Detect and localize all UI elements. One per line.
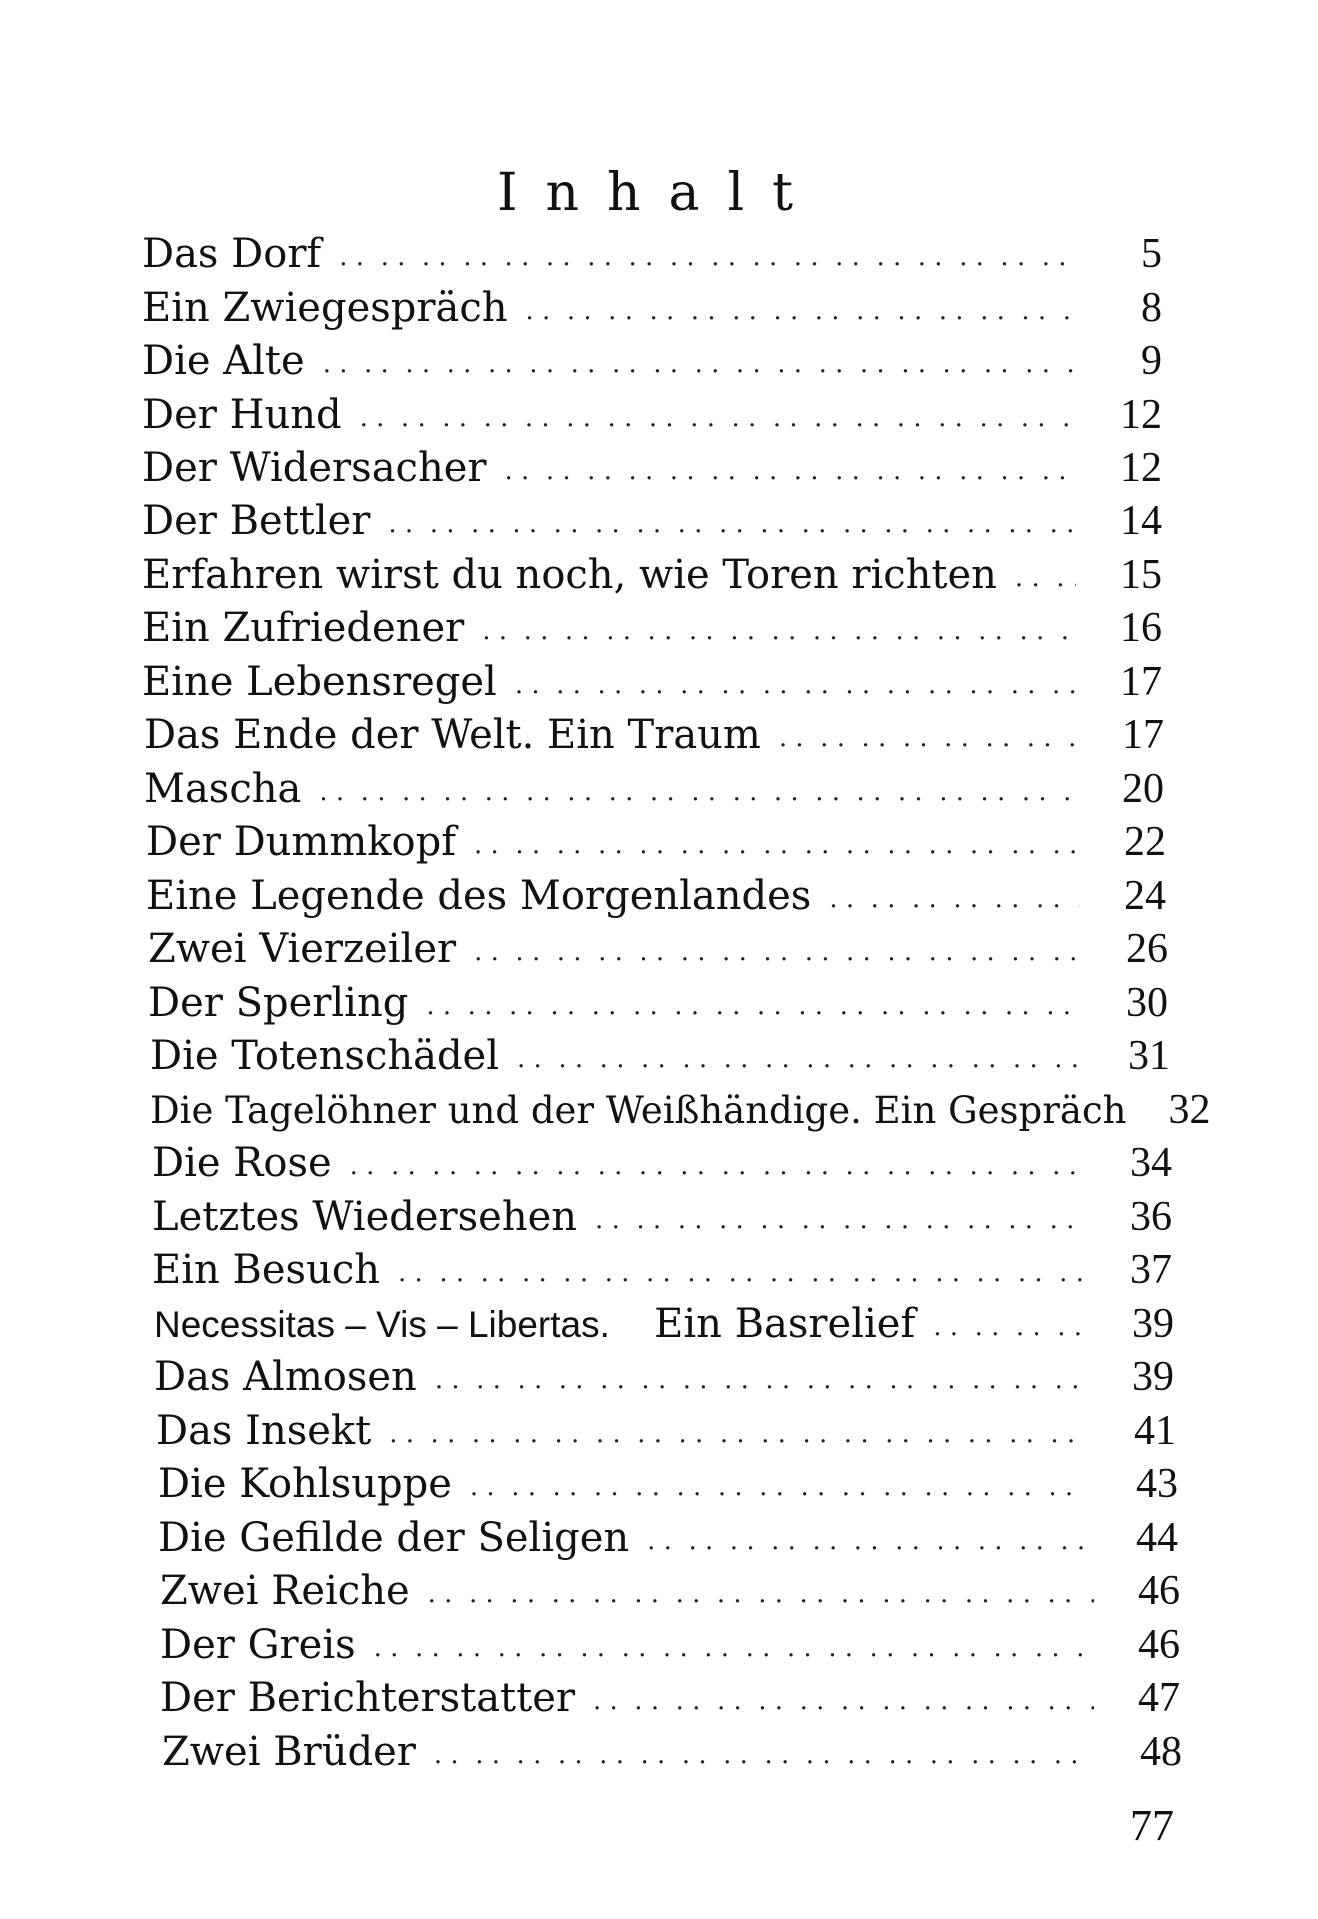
dot-leader xyxy=(323,338,1076,390)
toc-entry-title: Ein Zufriedener xyxy=(142,605,465,651)
toc-entry xyxy=(146,816,1166,868)
toc-entry xyxy=(154,1298,1174,1350)
dot-leader xyxy=(435,1354,1088,1406)
toc-entry-title: Der Dummkopf xyxy=(146,819,456,865)
toc-entry-title: Die Kohlsuppe xyxy=(158,1461,452,1507)
page-title: Inhalt xyxy=(496,162,822,223)
toc-entry xyxy=(146,870,1166,922)
toc-entry-page: 5 xyxy=(1141,231,1162,277)
toc-entry-page: 48 xyxy=(1140,1729,1182,1775)
toc-entry-page: 9 xyxy=(1141,338,1162,384)
toc-entry-title: Der Sperling xyxy=(148,980,409,1026)
toc-entry-title: Der Hund xyxy=(142,392,342,438)
toc-entry xyxy=(142,282,1162,334)
toc-entry-page: 15 xyxy=(1120,552,1162,598)
toc-entry xyxy=(160,1619,1180,1671)
toc-entry-page: 46 xyxy=(1138,1622,1180,1668)
toc-entry-page: 32 xyxy=(1168,1087,1211,1133)
toc-entry-title: Ein Zwiegespräch xyxy=(142,285,508,331)
toc-entry-page: 12 xyxy=(1120,445,1162,491)
toc-entry-title: Erfahren wirst du noch, wie Toren richten xyxy=(142,552,997,598)
toc-entry-page: 41 xyxy=(1134,1408,1176,1454)
toc-entry xyxy=(150,1084,1211,1136)
toc-entry xyxy=(150,1030,1170,1082)
toc-entry-page: 34 xyxy=(1130,1140,1172,1186)
toc-entry xyxy=(142,335,1162,387)
toc-entry-title: Die Tagelöhner und der Weißhändige. Ein Gespräch xyxy=(150,1089,1127,1132)
toc-entry-page: 14 xyxy=(1120,498,1162,544)
toc-entry xyxy=(142,656,1162,708)
dot-leader xyxy=(933,1301,1088,1353)
toc-entry xyxy=(148,977,1168,1029)
toc-entry-title: Das Ende der Welt. Ein Traum xyxy=(144,712,761,758)
toc-entry-title: Der Bettler xyxy=(142,498,371,544)
dot-leader xyxy=(428,1568,1094,1620)
toc-entry-title-latin: Necessitas – Vis – Libertas. xyxy=(154,1304,610,1345)
toc-entry-page: 37 xyxy=(1130,1247,1172,1293)
dot-leader xyxy=(319,766,1078,818)
toc-entry xyxy=(154,1351,1174,1403)
toc-entry-title-suffix: Ein Basrelief xyxy=(654,1301,916,1347)
dot-leader xyxy=(517,1033,1084,1085)
toc-entry-page: 39 xyxy=(1132,1301,1174,1347)
toc-entry xyxy=(152,1244,1172,1296)
toc-entry-title: Zwei Vierzeiler xyxy=(148,926,457,972)
toc-entry-page: 46 xyxy=(1138,1568,1180,1614)
toc-entry-title: Zwei Reiche xyxy=(160,1568,410,1614)
toc-entry-page: 12 xyxy=(1120,392,1162,438)
toc-entry-title: Die Gefilde der Seligen xyxy=(158,1515,630,1561)
dot-leader xyxy=(526,285,1076,337)
toc-entry xyxy=(144,763,1164,815)
dot-leader xyxy=(474,926,1082,978)
toc-entry-page: 22 xyxy=(1124,819,1166,865)
toc-entry-title: Zwei Brüder xyxy=(162,1729,416,1775)
toc-entry-title: Der Berichterstatter xyxy=(160,1675,575,1721)
dot-leader xyxy=(398,1247,1086,1299)
toc-entry-page: 17 xyxy=(1120,659,1162,705)
toc-entry-page: 44 xyxy=(1136,1515,1178,1561)
dot-leader xyxy=(374,1622,1094,1674)
toc-entry-page: 20 xyxy=(1122,766,1164,812)
toc-entry xyxy=(158,1512,1178,1564)
toc-entry xyxy=(152,1137,1172,1189)
toc-entry-title: Die Totenschädel xyxy=(150,1033,500,1079)
dot-leader xyxy=(388,498,1076,550)
dot-leader xyxy=(339,231,1076,283)
toc-entry xyxy=(158,1458,1178,1510)
toc-entry-title: Das Insekt xyxy=(156,1408,372,1454)
toc-entry-page: 31 xyxy=(1128,1033,1170,1079)
toc-entry-title: Letztes Wiedersehen xyxy=(152,1194,578,1240)
toc-entry xyxy=(142,495,1162,547)
toc-entry-title: Ein Besuch xyxy=(152,1247,380,1293)
toc-entry xyxy=(162,1726,1182,1778)
dot-leader xyxy=(474,819,1080,871)
toc-entry-title: Das Dorf xyxy=(142,231,322,277)
toc-entry-page: 26 xyxy=(1126,926,1168,972)
dot-leader xyxy=(426,980,1082,1032)
toc-entry-title: Das Almosen xyxy=(154,1354,417,1400)
toc-entry-page: 24 xyxy=(1124,873,1166,919)
toc-entry-title xyxy=(154,1298,915,1351)
toc-entry xyxy=(142,602,1162,654)
dot-leader xyxy=(515,659,1076,711)
toc-entry xyxy=(142,549,1162,601)
toc-entry-title: Die Rose xyxy=(152,1140,332,1186)
dot-leader xyxy=(829,873,1080,925)
dot-leader xyxy=(360,392,1076,444)
toc-entry xyxy=(148,923,1168,975)
dot-leader xyxy=(470,1461,1092,1513)
toc-entry-page: 36 xyxy=(1130,1194,1172,1240)
toc-entry xyxy=(160,1565,1180,1617)
toc-entry xyxy=(142,442,1162,494)
toc-entry xyxy=(142,389,1162,441)
toc-entry-page: 39 xyxy=(1132,1354,1174,1400)
dot-leader xyxy=(350,1140,1086,1192)
dot-leader xyxy=(482,605,1076,657)
toc-entry-title: Der Greis xyxy=(160,1622,356,1668)
dot-leader xyxy=(389,1408,1090,1460)
dot-leader xyxy=(647,1515,1092,1567)
toc-entry-page: 30 xyxy=(1126,980,1168,1026)
toc-entry xyxy=(142,228,1162,280)
toc-entry-page: 16 xyxy=(1120,605,1162,651)
toc-entry-page: 43 xyxy=(1136,1461,1178,1507)
toc-entry-title: Eine Lebensregel xyxy=(142,659,497,705)
toc-entry xyxy=(144,709,1164,761)
toc-entry-page: 47 xyxy=(1138,1675,1180,1721)
toc-entry xyxy=(160,1672,1180,1724)
dot-leader xyxy=(1015,552,1076,604)
dot-leader xyxy=(779,712,1078,764)
toc-entry-title: Mascha xyxy=(144,766,302,812)
dot-leader xyxy=(595,1194,1086,1246)
dot-leader xyxy=(593,1675,1094,1727)
toc-entry-page: 8 xyxy=(1141,285,1162,331)
toc-entry-title: Eine Legende des Morgenlandes xyxy=(146,873,812,919)
toc-entry xyxy=(152,1191,1172,1243)
toc-entry-title: Der Widersacher xyxy=(142,445,487,491)
toc-entry-title: Die Alte xyxy=(142,338,305,384)
dot-leader xyxy=(434,1729,1096,1781)
toc-entry xyxy=(156,1405,1176,1457)
toc-entry-page: 17 xyxy=(1122,712,1164,758)
page-number: 77 xyxy=(1130,1801,1174,1850)
dot-leader xyxy=(505,445,1076,497)
